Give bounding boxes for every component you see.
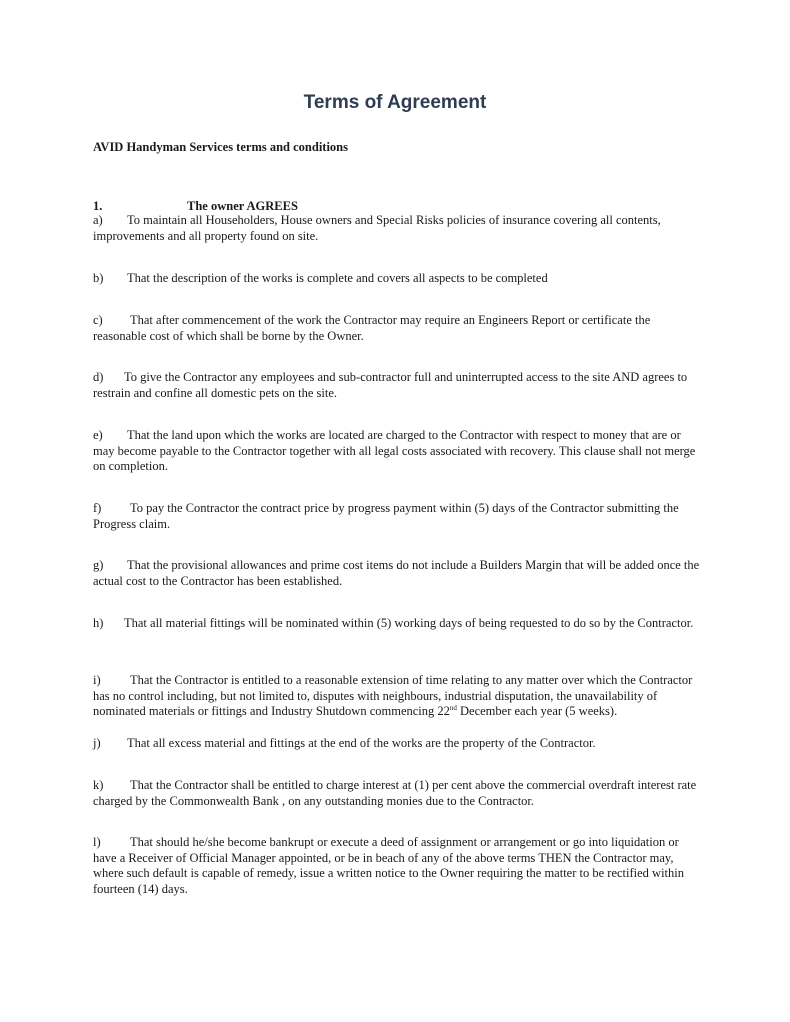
clause-letter: g) [93, 558, 104, 572]
section-heading [93, 199, 298, 214]
clause-letter: j) [93, 736, 101, 750]
clause-letter: a) [93, 213, 103, 227]
clause-a [93, 213, 703, 244]
clause-h [93, 616, 703, 632]
clause-text-before: That the Contractor is entitled to a reasonable extension of time relating to any matter over which the Contractor has no control including, but not limited to, disputes with neighbours, industrial disputation, the unavailability of nominated materials or fittings and Industry Shutdown commencing 22 [93, 673, 693, 719]
clause-text: To pay the Contractor the contract price by progress payment within (5) days of the Contractor submitting the Progress claim. [93, 501, 679, 531]
clause-letter: k) [93, 778, 104, 792]
document-title: Terms of Agreement [303, 92, 487, 113]
clause-text: That should he/she become bankrupt or execute a deed of assignment or arrangement or go into liquidation or have a Receiver of Official Manager appointed, or be in beach of any of the above terms THEN the Contractor may, where such default is capable of remedy, issue a written notice to the Owner requiring the matter to be rectified within fourteen (14) days. [93, 835, 684, 896]
clause-text: To maintain all Householders, House owners and Special Risks policies of insurance covering all contents, improvements and all property found on site. [93, 213, 661, 243]
clause-text: That the description of the works is complete and covers all aspects to be completed [127, 271, 548, 285]
clause-text: That the Contractor shall be entitled to charge interest at (1) per cent above the commercial overdraft interest rate charged by the Commonwealth Bank , on any outstanding monies due to the Contractor. [93, 778, 697, 808]
clause-d [93, 370, 703, 401]
clause-letter: l) [93, 835, 101, 849]
clause-text: That all material fittings will be nominated within (5) working days of being requested to do so by the Contractor. [124, 616, 694, 630]
clause-letter: f) [93, 501, 102, 515]
clause-i [93, 673, 703, 720]
clause-l [93, 835, 703, 897]
section-number: 1. [93, 199, 103, 213]
clause-text: To give the Contractor any employees and sub-contractor full and uninterrupted access to the site AND agrees to restrain and confine all domestic pets on the site. [93, 370, 688, 400]
clause-j [93, 736, 703, 752]
clause-text: That the provisional allowances and prime cost items do not include a Builders Margin that will be added once the actual cost to the Contractor has been established. [93, 558, 700, 588]
clause-g [93, 558, 703, 589]
clause-letter: b) [93, 271, 104, 285]
document-subtitle: AVID Handyman Services terms and conditions [93, 140, 348, 154]
clause-text-after: December each year (5 weeks). [456, 704, 618, 719]
clause-letter: h) [93, 616, 104, 630]
clause-b [93, 271, 703, 287]
clause-letter: e) [93, 428, 103, 442]
clause-letter: i) [93, 673, 101, 687]
clause-text: That after commencement of the work the Contractor may require an Engineers Report or certificate the reasonable cost of which shall be borne by the Owner. [93, 313, 651, 343]
section-heading-text: The owner AGREES [187, 199, 298, 213]
clause-text: That all excess material and fittings at the end of the works are the property of the Contractor. [127, 736, 596, 750]
clause-e [93, 428, 703, 475]
clause-k [93, 778, 703, 809]
clause-c [93, 313, 703, 344]
clause-letter: c) [93, 313, 103, 327]
clause-letter: d) [93, 370, 104, 384]
clause-superscript: nd [449, 704, 457, 713]
clause-text: That the land upon which the works are located are charged to the Contractor with respect to money that are or may become payable to the Contractor together with all legal costs associated with recovery. This clause shall not merge on completion. [93, 428, 696, 474]
clause-f [93, 501, 703, 532]
